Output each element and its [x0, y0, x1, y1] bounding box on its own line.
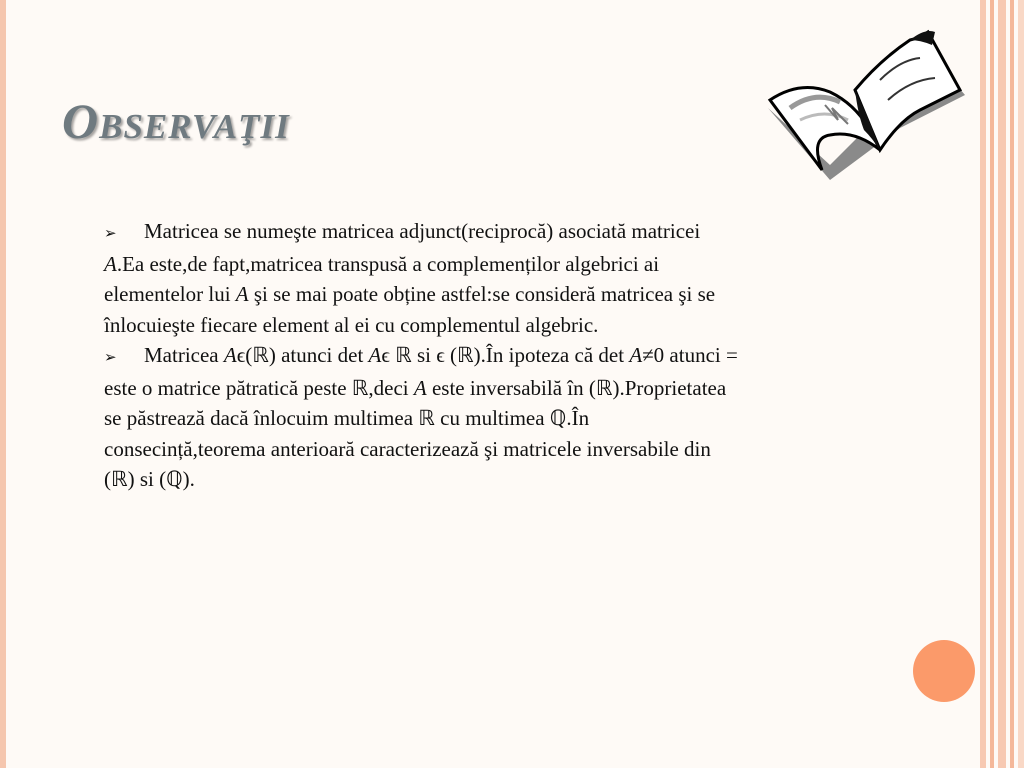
right-decorative-stripes — [980, 0, 1024, 768]
bullet-paragraph-1: ➢ Matricea se numeşte matricea adjunct(reciprocă) asociată matricei A.Ea este,de fapt,matricea transpusă a complemenților algebrici ai elementelor lui A şi se mai poate obține astfel:se consideră matricea şi se înlocuieşte fiecare element al ei cu complementul algebric. — [104, 219, 716, 337]
open-book-icon — [760, 20, 970, 190]
bullet-arrow-icon: ➢ — [104, 224, 117, 242]
left-border — [0, 0, 6, 768]
content-body — [104, 216, 744, 495]
decorative-circle — [913, 640, 975, 702]
slide-title: Observaţii — [62, 93, 290, 149]
bullet-paragraph-2: ➢ Matricea Aϵ(ℝ) atunci det Aϵ ℝ si ϵ (ℝ).În ipoteza că det A≠0 atunci = este o matrice pătratică peste ℝ,deci A este inversabilă în (ℝ).Proprietatea se păstrează dacă înlocuim multimea ℝ cu multimea ℚ.În consecință,teorema anterioară caracterizează şi matricele inversabile din (ℝ) si (ℚ). — [104, 343, 738, 491]
bullet-arrow-icon: ➢ — [104, 348, 117, 366]
